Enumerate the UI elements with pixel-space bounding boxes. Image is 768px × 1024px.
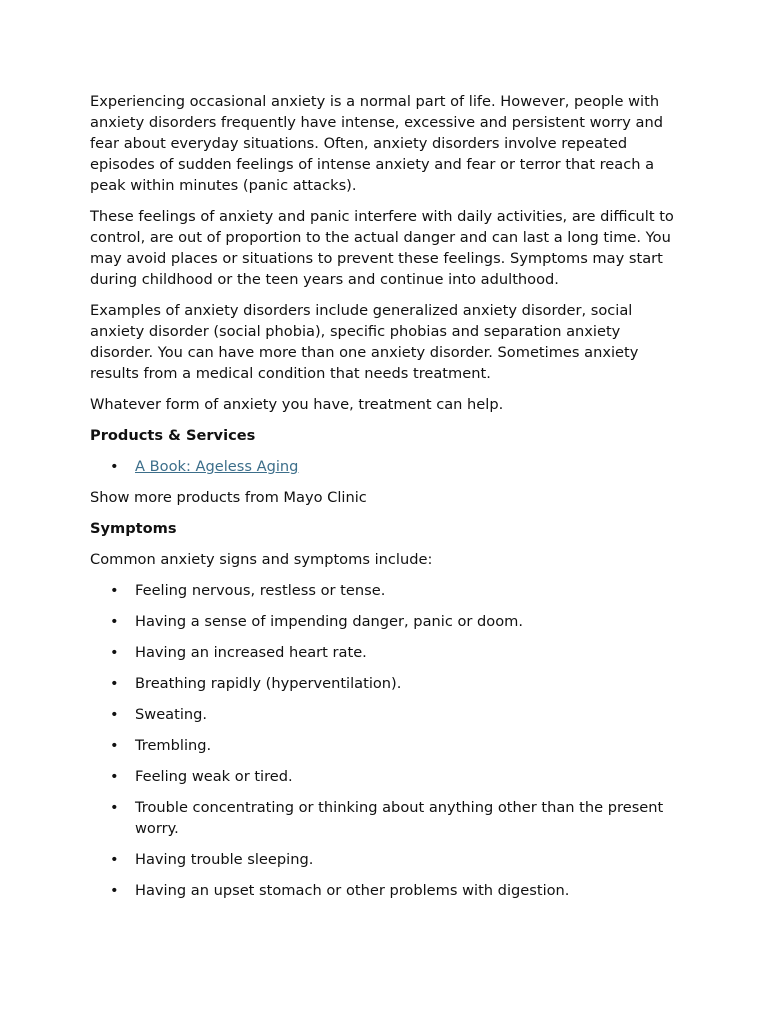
symptom-item	[90, 611, 680, 632]
symptom-text: Having a sense of impending danger, panic or doom.	[135, 613, 524, 630]
symptoms-heading: Symptoms	[90, 520, 177, 537]
bullet-marker: •	[110, 882, 119, 899]
symptom-item	[90, 880, 680, 901]
bullet-marker: •	[110, 582, 119, 599]
symptoms-list	[90, 580, 680, 901]
bullet-marker: •	[110, 706, 119, 723]
bullet-marker: •	[110, 768, 119, 785]
symptom-item	[90, 797, 680, 839]
bullet-marker: •	[110, 851, 119, 868]
intro-paragraph-3: Examples of anxiety disorders include generalized anxiety disorder, social anxiety disorder (social phobia), specific phobias and separation anxiety disorder. You can have more than one anxiety disorder. Sometimes anxiety results from a medical condition that needs treatment.	[90, 302, 639, 382]
intro-paragraph-1: Experiencing occasional anxiety is a normal part of life. However, people with anxiety disorders frequently have intense, excessive and persistent worry and fear about everyday situations. Often, anxiety disorders involve repeated episodes of sudden feelings of intense anxiety and fear or terror that reach a peak within minutes (panic attacks).	[90, 93, 663, 194]
symptom-text: Sweating.	[135, 706, 208, 723]
symptom-item	[90, 735, 680, 756]
products-list	[90, 456, 680, 477]
ageless-aging-book-link[interactable]: A Book: Ageless Aging	[135, 458, 299, 475]
bullet-marker: •	[110, 644, 119, 661]
symptom-text: Trouble concentrating or thinking about anything other than the present worry.	[135, 799, 664, 837]
symptom-text: Having trouble sleeping.	[135, 851, 314, 868]
symptom-text: Feeling weak or tired.	[135, 768, 293, 785]
symptom-text: Breathing rapidly (hyperventilation).	[135, 675, 402, 692]
symptom-item	[90, 849, 680, 870]
symptom-item	[90, 580, 680, 601]
bullet-marker: •	[110, 799, 119, 816]
symptom-item	[90, 642, 680, 663]
symptoms-intro: Common anxiety signs and symptoms include:	[90, 551, 433, 568]
products-heading: Products & Services	[90, 427, 256, 444]
bullet-marker: •	[110, 613, 119, 630]
symptom-text: Having an upset stomach or other problems with digestion.	[135, 882, 570, 899]
bullet-marker: •	[110, 458, 119, 475]
products-list-item	[90, 456, 680, 477]
show-more-products-text: Show more products from Mayo Clinic	[90, 489, 367, 506]
intro-paragraph-4: Whatever form of anxiety you have, treatment can help.	[90, 396, 504, 413]
bullet-marker: •	[110, 737, 119, 754]
symptom-item	[90, 704, 680, 725]
intro-paragraph-2: These feelings of anxiety and panic interfere with daily activities, are difficult to control, are out of proportion to the actual danger and can last a long time. You may avoid places or situations to prevent these feelings. Symptoms may start during childhood or the teen years and continue into adulthood.	[90, 208, 674, 288]
symptom-item	[90, 673, 680, 694]
symptom-item	[90, 766, 680, 787]
symptom-text: Feeling nervous, restless or tense.	[135, 582, 386, 599]
symptom-text: Having an increased heart rate.	[135, 644, 367, 661]
bullet-marker: •	[110, 675, 119, 692]
symptom-text: Trembling.	[135, 737, 212, 754]
